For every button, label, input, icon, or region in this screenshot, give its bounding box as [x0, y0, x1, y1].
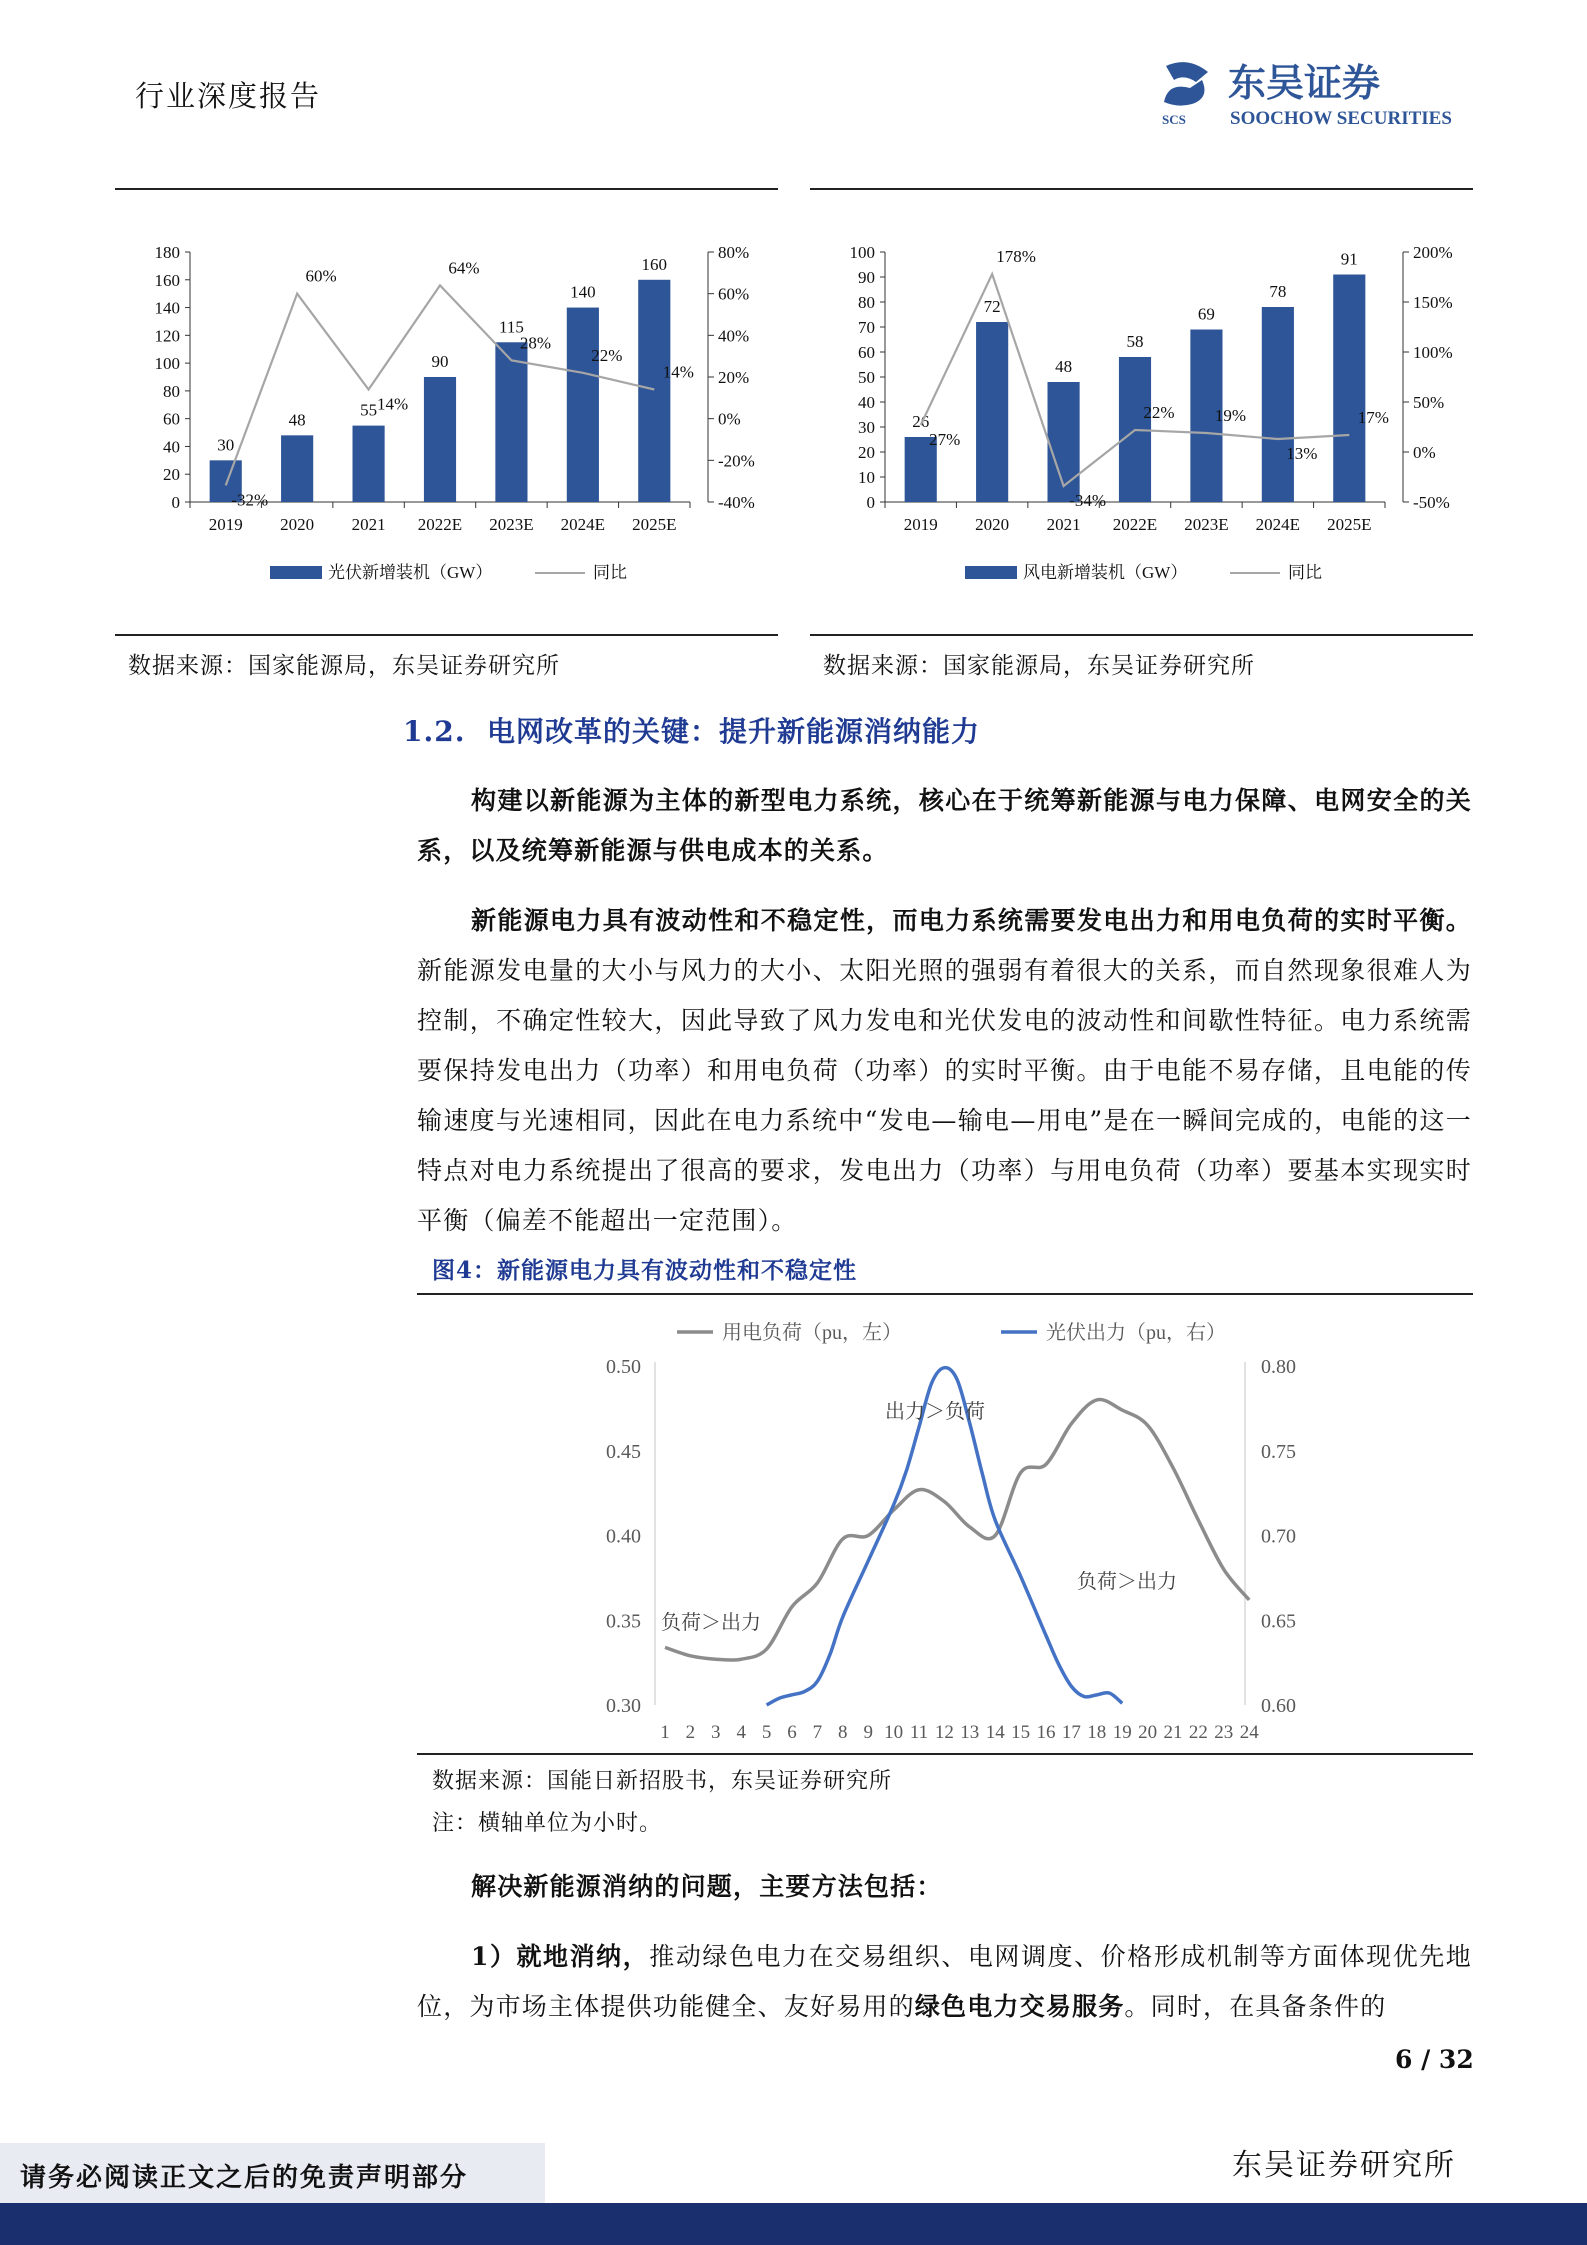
- pv-yoy-label: -32%: [231, 490, 269, 510]
- pv-ytick-left-label: 120: [154, 326, 180, 346]
- fig4-xtick: 5: [761, 1722, 772, 1743]
- fig4-xtick: 16: [1036, 1722, 1056, 1743]
- wind-bar-label: 58: [1126, 332, 1144, 351]
- wind-category-label: 2024E: [1255, 515, 1301, 534]
- fig4-ytick-right: 0.60: [1261, 1695, 1296, 1717]
- left-chart-top-rule: [115, 188, 778, 190]
- fig4-annotation-center: 出力＞负荷: [885, 1401, 985, 1423]
- wind-bar-label: 78: [1269, 282, 1287, 301]
- paragraph-4-bold-2: 绿色电力交易服务: [914, 1992, 1125, 2021]
- fig4-annotation-right: 负荷＞出力: [1077, 1571, 1177, 1593]
- paragraph-2-bold: 新能源电力具有波动性和不稳定性，而电力系统需要发电出力和用电负荷的实时平衡。: [471, 906, 1472, 935]
- pv-bar: [281, 435, 313, 502]
- pv-ytick-left-label: 180: [154, 243, 180, 262]
- fig4-xtick: 8: [838, 1722, 848, 1743]
- pv-category-label: 2021: [351, 515, 386, 534]
- wind-yoy-label: -34%: [1069, 491, 1106, 510]
- wind-ytick-left-label: 30: [858, 418, 875, 437]
- fig4-ytick-right: 0.80: [1261, 1356, 1296, 1378]
- section-heading: [403, 710, 980, 750]
- pv-ytick-left-label: 140: [154, 298, 180, 318]
- wind-yoy-label: 22%: [1143, 403, 1175, 422]
- pv-ytick-left-label: 0: [171, 493, 180, 512]
- wind-legend-bar-label: 风电新增装机（GW）: [1023, 563, 1188, 582]
- wind-yoy-label: 13%: [1286, 444, 1318, 463]
- logo-mark-icon: [1164, 62, 1208, 105]
- logo-company-en: SOOCHOW SECURITIES: [1230, 108, 1452, 129]
- fig4-xtick: 22: [1188, 1722, 1208, 1743]
- wind-bar-label: 91: [1340, 249, 1358, 269]
- paragraph-3-bold: 解决新能源消纳的问题，主要方法包括：: [471, 1872, 943, 1901]
- wind-yoy-label: 19%: [1214, 406, 1247, 425]
- fig4-xtick: 15: [1011, 1722, 1031, 1743]
- wind-category-label: 2019: [903, 515, 938, 534]
- figure-4-note: 注：横轴单位为小时。: [432, 1811, 663, 1836]
- fig4-xtick: 20: [1138, 1722, 1158, 1743]
- pv-yoy-label: 14%: [662, 362, 694, 382]
- pv-ytick-left-label: 160: [154, 270, 180, 290]
- pv-ytick-right-label: 80%: [718, 243, 750, 262]
- page-number: 6 / 32: [1395, 2045, 1474, 2074]
- paragraph-4-text-2: 。同时，在具备条件的: [1124, 1992, 1387, 2021]
- fig4-xtick: 3: [711, 1722, 721, 1743]
- pv-bar-label: 140: [570, 282, 596, 302]
- pv-ytick-left-label: 20: [163, 465, 180, 485]
- wind-ytick-left-label: 100: [849, 243, 875, 262]
- pv-yoy-label: 28%: [519, 333, 552, 353]
- fig4-xtick: 17: [1061, 1722, 1081, 1743]
- fig4-ytick-left: 0.50: [606, 1356, 641, 1378]
- figure-4-title: 图4：新能源电力具有波动性和不稳定性: [432, 1257, 858, 1284]
- fig4-xtick: 23: [1214, 1722, 1234, 1743]
- figure-4-bottom-rule: [417, 1753, 1473, 1755]
- pv-ytick-right-label: 40%: [718, 326, 750, 346]
- left-chart-bottom-rule: [115, 634, 778, 636]
- figure-4-chart: [417, 1298, 1473, 1750]
- pv-ytick-right-label: 20%: [718, 368, 750, 387]
- wind-legend-line-label: 同比: [1288, 563, 1322, 582]
- fig4-xtick: 14: [985, 1722, 1005, 1743]
- wind-ytick-left-label: 90: [858, 268, 875, 287]
- fig4-ytick-left: 0.30: [606, 1695, 641, 1717]
- fig4-xtick: 1: [660, 1722, 670, 1743]
- pv-bar-label: 30: [217, 435, 235, 455]
- pv-category-label: 2023E: [489, 515, 534, 534]
- fig4-xtick: 13: [960, 1722, 980, 1743]
- wind-ytick-right-label: 50%: [1413, 393, 1445, 412]
- pv-ytick-right-label: 0%: [718, 409, 741, 429]
- pv-bar-label: 115: [498, 317, 524, 337]
- wind-ytick-left-label: 0: [866, 493, 875, 512]
- pv-bar: [495, 342, 527, 502]
- wind-ytick-right-label: 100%: [1413, 343, 1453, 362]
- pv-legend-bar-swatch: [270, 566, 322, 579]
- fig4-xtick: 10: [884, 1722, 904, 1743]
- pv-category-label: 2024E: [560, 515, 606, 534]
- wind-bar: [1333, 275, 1365, 503]
- logo-company-cn: 东吴证券: [1228, 63, 1381, 105]
- paragraph-3: [417, 1862, 1472, 1912]
- pv-bar: [638, 280, 670, 502]
- wind-category-label: 2022E: [1112, 515, 1158, 534]
- company-logo: [1158, 58, 1470, 130]
- right-chart-source: 数据来源：国家能源局，东吴证券研究所: [823, 653, 1255, 679]
- wind-yoy-label: 27%: [929, 430, 961, 449]
- fig4-xtick: 4: [736, 1722, 746, 1743]
- pv-bar: [353, 426, 385, 502]
- fig4-annotation-left: 负荷＞出力: [661, 1612, 761, 1634]
- footer-bar: [0, 2203, 1587, 2245]
- paragraph-4: [417, 1932, 1472, 2032]
- wind-ytick-left-label: 70: [858, 318, 875, 337]
- figure-4-top-rule: [417, 1293, 1473, 1295]
- right-chart-bottom-rule: [810, 634, 1473, 636]
- paragraph-1-bold: 构建以新能源为主体的新型电力系统，核心在于统筹新能源与电力保障、电网安全的关系，以及统筹新能源与供电成本的关系。: [417, 786, 1472, 865]
- fig4-xtick: 11: [909, 1722, 929, 1743]
- wind-bar-label: 26: [912, 412, 930, 431]
- wind-ytick-left-label: 10: [858, 468, 875, 487]
- fig4-ytick-right: 0.65: [1261, 1610, 1296, 1633]
- wind-category-label: 2023E: [1184, 515, 1229, 534]
- wind-ytick-right-label: 150%: [1413, 293, 1453, 312]
- wind-bar-label: 48: [1055, 357, 1073, 376]
- wind-bar: [976, 322, 1008, 502]
- pv-legend-line-label: 同比: [593, 563, 627, 582]
- paragraph-2-text: 新能源发电量的大小与风力的大小、太阳光照的强弱有着很大的关系，而自然现象很难人为控制，不确定性较大，因此导致了风力发电和光伏发电的波动性和间歇性特征。电力系统需要保持发电出力（功率）和用电负荷（功率）的实时平衡。由于电能不易存储，且电能的传输速度与光速相同，因此在电力系统中“发电—输电—用电”是在一瞬间完成的，电能的这一特点对电力系统提出了很高的要求，发电出力（功率）与用电负荷（功率）要基本实现实时平衡（偏差不能超出一定范围）。: [417, 956, 1472, 1235]
- fig4-xtick: 18: [1087, 1722, 1107, 1743]
- pv-ytick-right-label: 60%: [718, 284, 750, 304]
- fig4-ytick-left: 0.35: [606, 1610, 641, 1633]
- pv-ytick-right-label: -40%: [718, 493, 755, 512]
- pv-yoy-label: 14%: [376, 394, 409, 414]
- pv-category-label: 2020: [280, 515, 315, 534]
- pv-bar-label: 90: [431, 352, 449, 371]
- paragraph-1: [417, 776, 1472, 876]
- fig4-legend-pv-label: 光伏出力（pu，右）: [1046, 1322, 1226, 1344]
- logo-mark-text: SCS: [1162, 112, 1186, 127]
- wind-ytick-right-label: 0%: [1413, 443, 1436, 462]
- disclaimer-box: [0, 2143, 545, 2203]
- fig4-xtick: 6: [787, 1722, 797, 1743]
- fig4-xtick: 12: [934, 1722, 954, 1743]
- fig4-xtick: 9: [863, 1722, 873, 1743]
- pv-ytick-left-label: 80: [163, 381, 180, 401]
- pv-bar: [424, 377, 456, 502]
- paragraph-4-text-1: 推动绿色电力在交易组织、电网调度、价格形成机制等方面体现优先地位，为市场主体提供功能健全、友好易用的: [417, 1942, 1473, 2021]
- fig4-ytick-right: 0.75: [1261, 1440, 1296, 1463]
- wind-bar-label: 72: [983, 297, 1001, 316]
- report-type: 行业深度报告: [135, 79, 322, 113]
- wind-bar: [1262, 307, 1294, 502]
- pv-category-label: 2025E: [632, 515, 677, 534]
- pv-category-label: 2019: [208, 515, 243, 534]
- fig4-xtick: 21: [1163, 1722, 1183, 1743]
- pv-ytick-left-label: 100: [154, 354, 180, 374]
- wind-ytick-right-label: -50%: [1413, 493, 1450, 512]
- wind-category-label: 2020: [975, 515, 1010, 534]
- wind-category-label: 2025E: [1327, 515, 1372, 534]
- wind-ytick-left-label: 60: [858, 343, 875, 362]
- fig4-legend-load-label: 用电负荷（pu，左）: [722, 1322, 902, 1344]
- paragraph-4-bold-1: 1）就地消纳，: [471, 1942, 650, 1971]
- paragraph-2: [417, 896, 1472, 1246]
- fig4-xtick: 2: [685, 1722, 696, 1743]
- figure-4-source: 数据来源：国能日新招股书，东吴证券研究所: [432, 1769, 893, 1794]
- wind-ytick-left-label: 20: [858, 443, 875, 462]
- right-chart-top-rule: [810, 188, 1473, 190]
- left-chart-source: 数据来源：国家能源局，东吴证券研究所: [128, 653, 560, 679]
- pv-ytick-left-label: 40: [163, 437, 180, 457]
- right-chart: [810, 230, 1473, 590]
- pv-yoy-label: 60%: [305, 266, 337, 286]
- pv-yoy-label: 22%: [591, 345, 623, 365]
- pv-bar-label: 55: [360, 400, 378, 420]
- pv-bar-label: 48: [288, 410, 306, 430]
- wind-legend-bar-swatch: [965, 566, 1017, 579]
- fig4-xtick: 24: [1239, 1722, 1259, 1743]
- pv-bar-label: 160: [641, 254, 668, 274]
- disclaimer-text: 请务必阅读正文之后的免责声明部分: [20, 2163, 469, 2193]
- wind-yoy-label: 17%: [1357, 408, 1389, 427]
- wind-category-label: 2021: [1046, 515, 1081, 534]
- pv-ytick-right-label: -20%: [718, 451, 755, 471]
- pv-yoy-label: 64%: [448, 258, 480, 278]
- fig4-ytick-left: 0.40: [606, 1525, 641, 1548]
- wind-yoy-label: 178%: [996, 247, 1036, 266]
- wind-bar-label: 69: [1197, 304, 1215, 324]
- wind-ytick-left-label: 80: [858, 293, 875, 312]
- section-title: 电网改革的关键：提升新能源消纳能力: [486, 715, 980, 748]
- fig4-xtick: 19: [1112, 1722, 1132, 1743]
- fig4-xtick: 7: [812, 1722, 823, 1743]
- pv-legend-bar-label: 光伏新增装机（GW）: [328, 563, 493, 582]
- pv-ytick-left-label: 60: [163, 409, 180, 429]
- fig4-ytick-right: 0.70: [1261, 1525, 1296, 1548]
- section-number: 1.2.: [403, 715, 466, 748]
- footer-org: 东吴证券研究所: [1232, 2148, 1456, 2183]
- pv-bar: [567, 308, 599, 502]
- pv-category-label: 2022E: [417, 515, 463, 534]
- wind-ytick-left-label: 50: [858, 368, 875, 387]
- left-chart: [115, 230, 778, 590]
- wind-ytick-left-label: 40: [858, 393, 875, 412]
- wind-ytick-right-label: 200%: [1413, 243, 1453, 262]
- fig4-ytick-left: 0.45: [606, 1440, 641, 1463]
